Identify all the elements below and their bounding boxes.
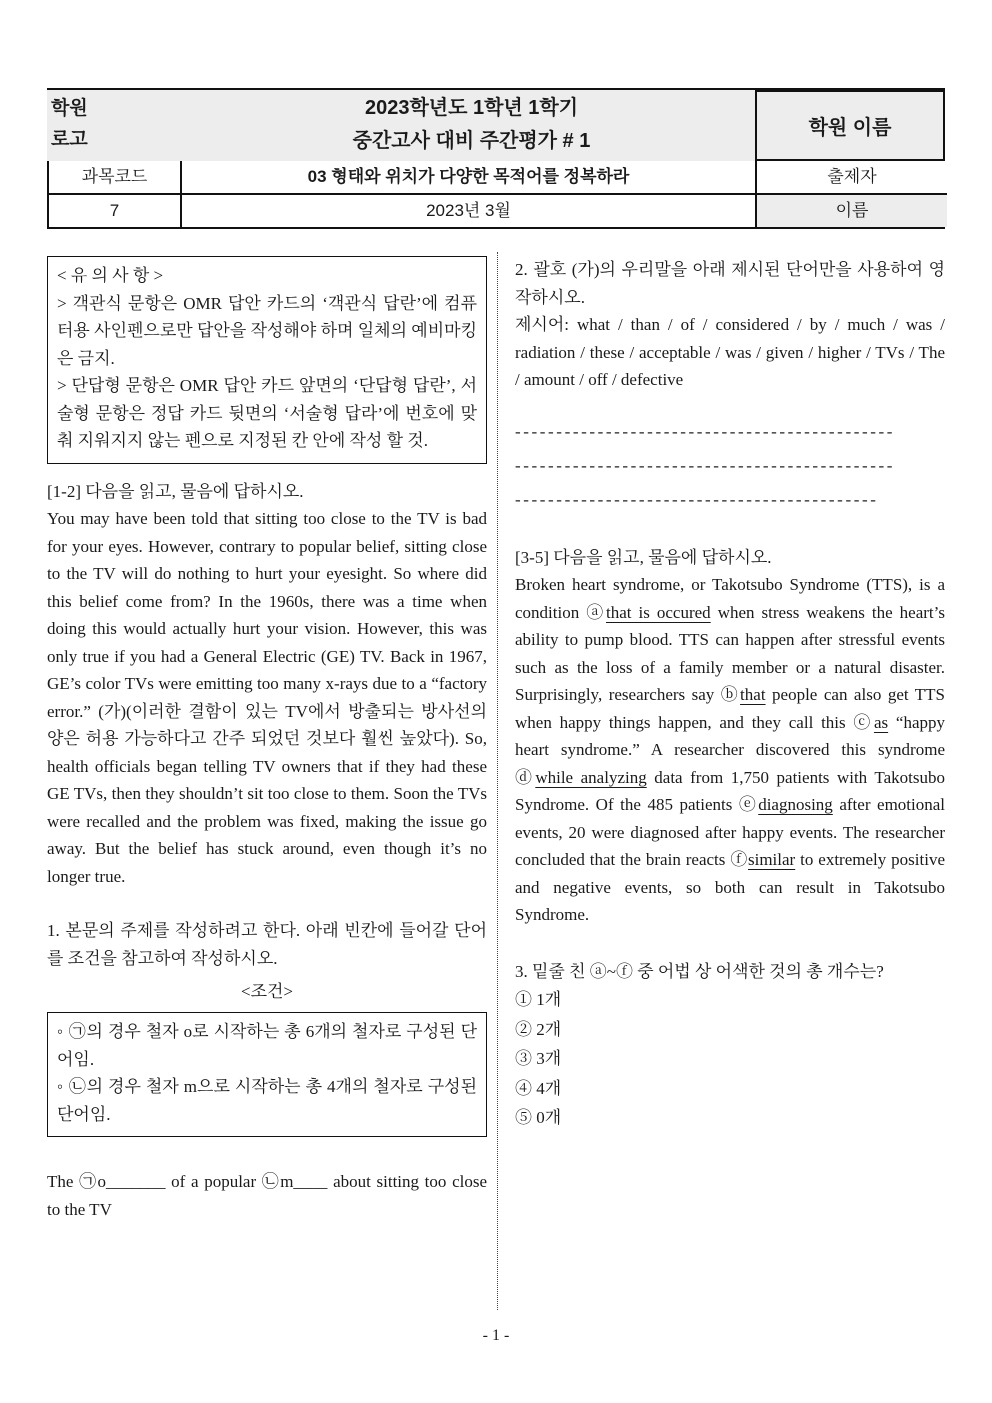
subject-code-label-cell: 과목코드 [49,161,182,195]
question-2-text: 2. 괄호 (가)의 우리말을 아래 제시된 단어만을 사용하여 영작하시오. [515,260,945,307]
question-3-options [515,985,945,1133]
examiner-label-cell: 출제자 [757,161,947,195]
option-4: ④ 4개 [515,1078,562,1098]
underlined-phrase-b: that [740,685,766,704]
question-1-answer-line: The ㉠o_______ of a popular ㉡m____ about sitting too close to the TV [47,1172,487,1219]
section-1-2-heading: [1-2] 다음을 읽고, 물음에 답하시오. [47,481,304,501]
option-5: ⑤ 0개 [515,1108,562,1127]
answer-dash-line: ---------------------------------------------- [515,421,896,441]
underlined-phrase-f: similar [748,850,796,869]
question-1-text: 1. 본문의 주제를 작성하려고 한다. 아래 빈칸에 들어갈 단어를 조건을 참고하여 작성하시오. [47,921,487,968]
underlined-phrase-d: while analyzing [535,767,647,787]
name-label-cell: 이름 [757,195,947,227]
option-3: ③ 3개 [515,1049,562,1068]
logo-line2: 로고 [51,129,88,150]
passage-segment: “happy heart syndrome.” A researcher discovered this syndrome [515,712,945,759]
lesson-title-cell: 03 형태와 위치가 다양한 목적어를 정복하라 [182,161,757,195]
notice-title: < 유 의 사 항 > [57,266,164,285]
subject-code-value-cell: 7 [49,195,182,227]
notice-line-1: > 객관식 문항은 OMR 답안 카드의 ‘객관식 답란’에 컴퓨터용 사인펜으로만 답안을 작성해야 하며 일체의 예비마킹은 금지. [57,293,477,368]
page-number: - 1 - [482,1327,510,1344]
condition-item-2: ◦ ㉡의 경우 철자 m으로 시작하는 총 4개의 철자로 구성된 단어임. [57,1077,477,1124]
circled-c-marker: ⓒ [853,712,874,732]
passage-segment: data from 1,750 patients with Takotsubo Syndrome. Of the 485 patients [515,767,946,814]
passage-segment: after emotional events, 20 were diagnosed after happy events. The researcher concluded that the brain reacts [515,795,946,869]
academy-logo-placeholder [47,90,188,161]
option-1: ① 1개 [515,990,562,1009]
passage-tv: You may have been told that sitting too close to the TV is bad for your eyes. However, contrary to popular belief, sitting close to the TV will do nothing to hurt your eyesight. So where did this belief come from? In the 1960s, there was a time when doing this would actually hurt your vision. However, this was only true if you had a General Electric (GE) TV. Back in 1967, GE’s color TVs were emitting too many x-rays due to a “factory error.” (가)(이러한 결함이 있는 TV에서 방출되는 방사선의 양은 허용 가능하다고 간주 되었던 것보다 훨씬 높았다). So, health officials began telling TV owners that if they had these GE TVs, then they shouldn’t sit too close to them. Soon the TVs were recalled and the problem was fixed, making the issue go away. But the belief has stuck around, even though it’s no longer true. [47,509,487,886]
content-columns [47,252,945,1310]
exam-date-cell: 2023년 3월 [182,195,757,227]
right-column [498,252,945,1310]
exam-title [188,90,755,161]
passage-segment: people can also get TTS when happy things happen, and they call this [515,685,945,732]
passage-segment: when stress weakens the heart’s ability to pump blood. TTS can happen after stressful events such as the loss of a family member or a natural disaster. Surprisingly, researchers say [515,602,945,704]
question-2-word-bank: 제시어: what / than / of / considered / by / much / was / radiation / these / acceptable / was / given / higher / TVs / The / amount / off / defective [515,315,945,389]
underlined-phrase-a: that is occured [606,602,711,622]
condition-label: <조건> [240,982,294,1001]
passage-segment: Broken heart syndrome, or Takotsubo Syndrome (TTS), is a condition [515,575,945,622]
section-3-5-heading: [3-5] 다음을 읽고, 물음에 답하시오. [515,547,772,567]
circled-e-marker: ⓔ [738,795,759,814]
underlined-phrase-c: as [873,712,889,732]
exam-title-line2: 중간고사 대비 주간평가 # 1 [352,130,591,152]
logo-line1: 학원 [51,98,88,119]
circled-b-marker: ⓑ [720,685,741,704]
condition-item-1: ◦ ㉠의 경우 철자 o로 시작하는 총 6개의 철자로 구성된 단어임. [57,1022,477,1069]
header-top-row [47,88,945,161]
academy-name-cell: 학원 이름 [755,90,945,161]
circled-f-marker: ⓕ [730,850,748,869]
exam-title-line1: 2023학년도 1학년 1학기 [364,97,579,119]
underlined-phrase-e: diagnosing [758,795,833,814]
header-grid [47,161,945,229]
question-3-text: 3. 밑줄 친 ⓐ~ⓕ 중 어법 상 어색한 것의 총 개수는? [515,961,884,981]
notice-line-2: > 단답형 문항은 OMR 답안 카드 앞면의 ‘단답형 답란’, 서술형 문항은 정답 카드 뒷면의 ‘서술형 답라’에 번호에 맞춰 지워지지 않는 펜으로 지정된 칸 안에 작성 할 것. [57,376,477,450]
answer-dash-line: -------------------------------------------- [515,489,879,509]
passage-tts [515,571,945,929]
answer-dash-line: ---------------------------------------------- [515,455,896,475]
option-2: ② 2개 [515,1019,562,1039]
question-2-answer-lines [515,415,945,517]
circled-d-marker: ⓓ [515,767,536,787]
circled-a-marker: ⓐ [586,602,607,622]
header-table [47,88,945,229]
notice-box [47,256,487,464]
condition-box [47,1012,487,1137]
passage-segment: to extremely positive and negative events, so both can result in Takotsubo Syndrome. [515,850,946,924]
left-column [47,252,487,1310]
